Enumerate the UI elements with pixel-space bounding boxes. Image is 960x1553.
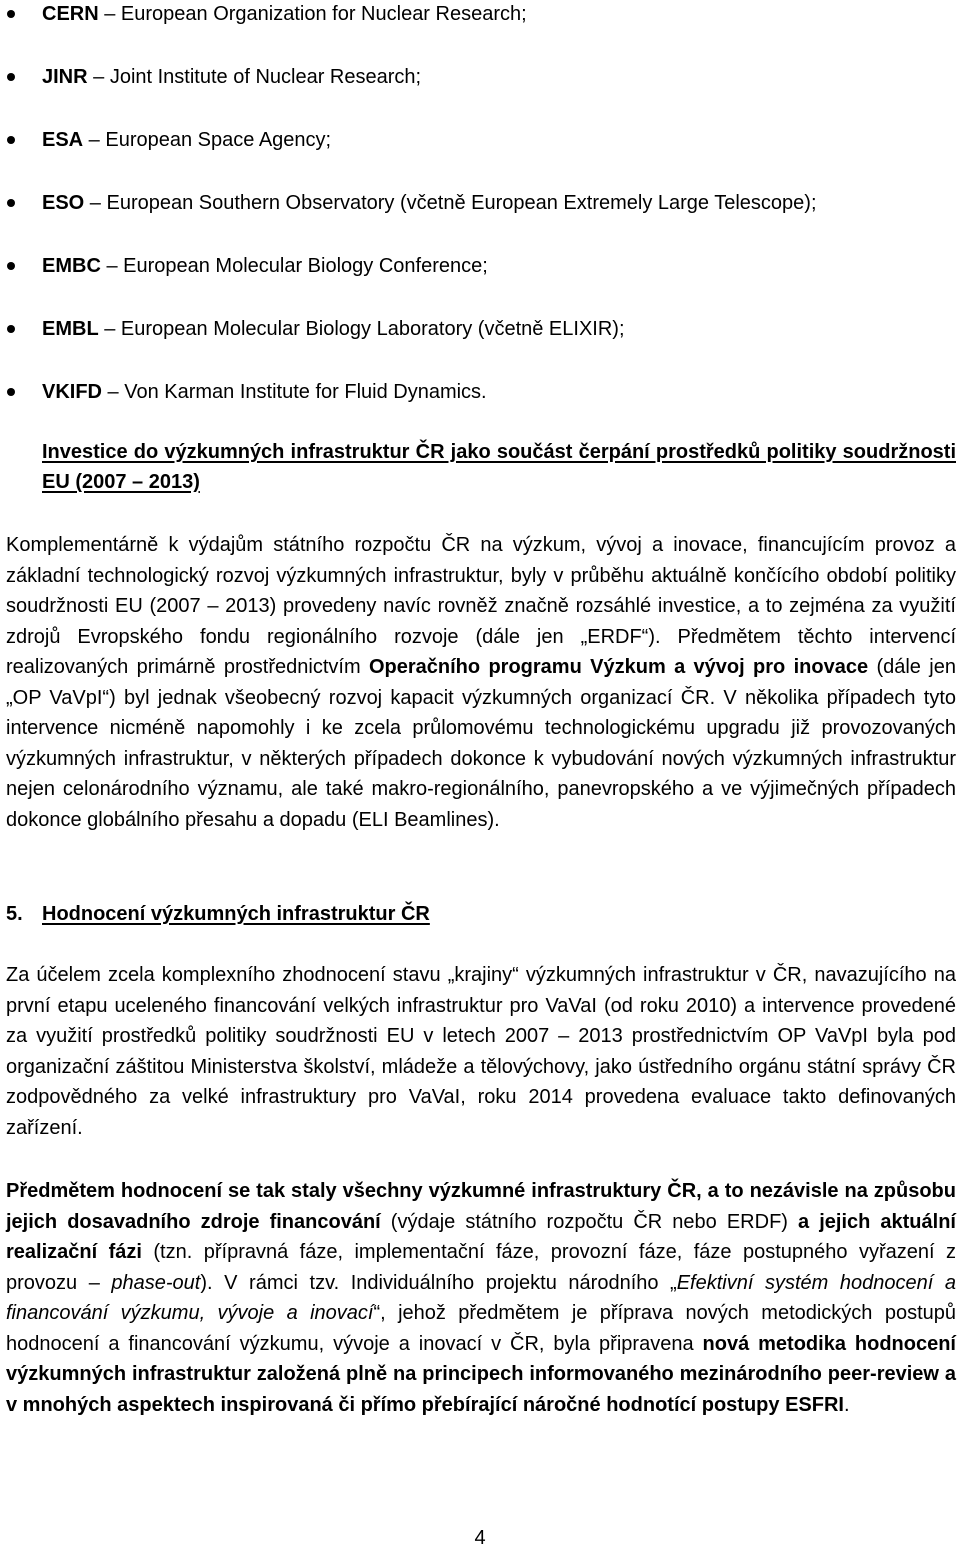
list-item-esa <box>0 126 960 189</box>
section-5-heading <box>6 899 956 929</box>
list-item-text: – Von Karman Institute for Fluid Dynamics. <box>102 381 487 403</box>
organization-list <box>0 0 960 441</box>
list-item-text: – Joint Institute of Nuclear Research; <box>87 66 422 88</box>
list-item-embl <box>0 315 960 378</box>
list-item-abbr: ESA <box>42 129 84 151</box>
paragraph-text: (dále jen „OP VaVpI“) byl jednak všeobecný rozvoj kapacit výzkumných organizací ČR. V několika případech tyto intervence nicméně napomohly i ke zcela průlomovému technologickému upgradu již provozovaných výzkumných infrastruktur, v některých případech dokonce k vybudování nových výzkumných infrastruktur nejen celonárodního významu, ale také makro-regionálního, panevropského a ve výjimečných případech dokonce globálního přesahu a dopadu (ELI Beamlines). <box>6 656 956 831</box>
list-item-text: – European Southern Observatory (včetně European Extremely Large Telescope); <box>84 192 817 214</box>
list-item-text: – European Space Agency; <box>83 129 332 151</box>
emphasis-text: a jejich aktuální realizační fázi <box>6 1210 956 1263</box>
italic-term: phase-out <box>111 1271 201 1294</box>
emphasis-text: nová metodika hodnocení výzkumných infrastruktur založená plně na principech informovaného mezinárodního peer-review a v mnohých aspektech inspirovaná či přímo přebírající náročné hodnotící postupy ESFRI <box>6 1332 956 1416</box>
section-number <box>6 437 42 467</box>
paragraph-text: (tzn. přípravná fáze, implementační fáze, provozní fáze, fáze postupného vyřazení z provozu – <box>6 1241 956 1294</box>
page-number: 4 <box>474 1527 486 1549</box>
list-item-abbr: ESO <box>42 192 85 214</box>
list-item-abbr: EMBL <box>42 318 99 340</box>
list-item-jinr <box>0 63 960 126</box>
paragraph-text: Za účelem zcela komplexního zhodnocení stavu „krajiny“ výzkumných infrastruktur v ČR, navazujícího na první etapu uceleného financování velkých infrastruktur pro VaVaI (od roku 2010) a intervence provedené za využití prostředků politiky soudržnosti EU v letech 2007 – 2013 prostřednictvím OP VaVpI byla pod organizační záštitou Ministerstva školství, mládeže a tělovýchovy, jako ústředního orgánu státní správy ČR zodpovědného za velké infrastruktury pro VaVaI, roku 2014 provedena evaluace takto definovaných zařízení. <box>6 964 956 1139</box>
section-title: Investice do výzkumných infrastruktur ČR jako součást čerpání prostředků politiky soudržnosti EU (2007 – 2013) <box>42 441 956 493</box>
paragraph-evaluation-purpose <box>6 960 956 1143</box>
list-item-eso <box>0 189 960 252</box>
paragraph-text: Komplementárně k výdajům státního rozpočtu ČR na výzkum, vývoj a inovace, financujícím provoz a základní technologický rozvoj výzkumných infrastruktur, byly v průběhu aktuálně končícího období politiky soudržnosti EU (2007 – 2013) provedeny navíc rovněž značně rozsáhlé investice, a to zejména za využití zdrojů Evropského fondu regionálního rozvoje (dále jen „ERDF“). Předmětem těchto intervencí realizovaných primárně prostřednictvím <box>6 534 956 678</box>
list-item-abbr: VKIFD <box>42 381 102 403</box>
section-4-heading <box>6 437 956 497</box>
paragraph-text: ). V rámci tzv. Individuálního projektu národního „ <box>200 1271 677 1294</box>
paragraph-evaluation-subject <box>6 1176 956 1420</box>
paragraph-investments <box>6 530 956 835</box>
paragraph-text: . <box>843 1393 850 1416</box>
bullet-icon <box>7 199 15 207</box>
paragraph-text: (výdaje státního rozpočtu ČR nebo ERDF) <box>380 1210 799 1233</box>
list-item-vkifd <box>0 378 960 441</box>
list-item-embc <box>0 252 960 315</box>
section-number: 5. <box>6 903 23 925</box>
emphasis-text: Předmětem hodnocení se tak staly všechny výzkumné infrastruktury ČR, a to nezávisle na způsobu jejich dosavadního zdroje financování <box>6 1180 956 1233</box>
bullet-icon <box>7 73 15 81</box>
list-item-abbr: JINR <box>42 66 88 88</box>
bullet-icon <box>7 262 15 270</box>
section-title: Hodnocení výzkumných infrastruktur ČR <box>42 903 430 925</box>
list-item-text: – European Molecular Biology Laboratory (včetně ELIXIR); <box>98 318 625 340</box>
bullet-icon <box>7 325 15 333</box>
list-item-cern <box>0 0 960 63</box>
list-item-text: – European Organization for Nuclear Research; <box>98 3 527 25</box>
program-name: Operačního programu Výzkum a vývoj pro inovace <box>368 656 869 678</box>
bullet-icon <box>7 10 15 18</box>
list-item-abbr: CERN <box>42 3 99 25</box>
project-name: Efektivní systém hodnocení a financování výzkumu, vývoje a inovací <box>6 1271 956 1324</box>
list-item-abbr: EMBC <box>42 255 101 277</box>
bullet-icon <box>7 388 15 396</box>
paragraph-text: “, jehož předmětem je příprava nových metodických postupů hodnocení a financování výzkumu, vývoje a inovací v ČR, byla připravena <box>6 1302 956 1355</box>
bullet-icon <box>7 136 15 144</box>
list-item-text: – European Molecular Biology Conference; <box>100 255 488 277</box>
